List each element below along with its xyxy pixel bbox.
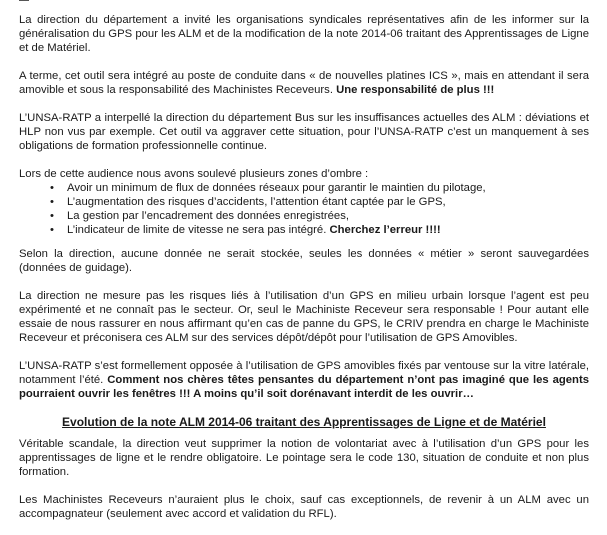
paragraph-no-choice: Les Machinistes Receveurs n’auraient plus le choix, sauf cas exceptionnels, de revenir à un ALM avec un accompagnateur (seulement avec accord et validation du RFL). bbox=[19, 494, 589, 520]
section-heading: Evolution de la note ALM 2014-06 traitant des Apprentissages de Ligne et de Matériel bbox=[62, 415, 546, 429]
paragraph-opposition-emphasis: Comment nos chères têtes pensantes du département n’ont pas imaginé que les agents pourraient ouvrir les fenêtres !!! A moins qu’il soit dorénavant interdit de les ouvrir… bbox=[19, 374, 590, 400]
paragraph-opposition-text: L’UNSA-RATP s’est formellement opposée à l’utilisation de GPS amovibles fixés par ventouse sur la vitre latérale, notamment l’été. bbox=[19, 360, 589, 386]
paragraph-intro: La direction du département a invité les organisations syndicales représentatives afin de les informer sur la généralisation du GPS pour les ALM et de la modification de la note 2014-06 traitant des Apprentissages de Ligne et de Matériel. bbox=[19, 14, 589, 54]
list-item-text: L’indicateur de limite de vitesse ne sera pas intégré. bbox=[67, 224, 327, 236]
paragraph-gps-integration bbox=[19, 69, 589, 97]
concerns-list bbox=[19, 181, 589, 237]
list-item-emphasis: Cherchez l’erreur !!!! bbox=[326, 224, 441, 236]
list-item: • L’augmentation des risques d’accidents, l’attention étant captée par le GPS, bbox=[67, 195, 589, 209]
paragraph-gps-integration-emphasis: Une responsabilité de plus !!! bbox=[332, 84, 495, 96]
list-item bbox=[67, 223, 589, 237]
list-item: • Avoir un minimum de flux de données réseaux pour garantir le maintien du pilotage, bbox=[67, 181, 589, 195]
paragraph-scandal: Véritable scandale, la direction veut supprimer la notion de volontariat avec à l’utilisation d’un GPS pour les apprentissages de ligne et le rendre obligatoire. Le pointage sera le code 130, situation de conduite et non plus formation. bbox=[19, 438, 589, 478]
list-item: • La gestion par l’encadrement des données enregistrées, bbox=[67, 209, 589, 223]
top-dash-mark bbox=[19, 0, 29, 1]
paragraph-opposition bbox=[19, 359, 589, 401]
paragraph-gps-integration-text: A terme, cet outil sera intégré au poste de conduite dans « de nouvelles platines ICS », mais en attendant il sera amovible et sous la responsabilité des Machinistes Receveurs. bbox=[19, 70, 589, 96]
document-body bbox=[19, 13, 589, 535]
paragraph-concerns-intro: Lors de cette audience nous avons soulevé plusieurs zones d’ombre : bbox=[19, 168, 369, 180]
paragraph-data-storage: Selon la direction, aucune donnée ne serait stockée, seules les données « métier » seront sauvegardées (données de guidage). bbox=[19, 248, 589, 274]
paragraph-risks: La direction ne mesure pas les risques liés à l’utilisation d’un GPS en milieu urbain lorsque l’agent est peu expérimenté et ne connaît pas le secteur. Or, seul le Machiniste Receveur sera responsable ! Pour autant elle essaie de nous rassurer en nous affirmant qu’en cas de panne du GPS, le CRIV prendra en charge le Machiniste Receveur et préconisera ces ALM sur des services dépôt/dépôt pour l’utilisation de GPS Amovibles. bbox=[19, 290, 589, 344]
paragraph-unsa-interpellation: L’UNSA-RATP a interpellé la direction du département Bus sur les insuffisances actuelles des ALM : déviations et HLP non vus par exemple. Cet outil va aggraver cette situation, pour l’UNSA-RATP c’est un manquement à ses obligations de formation professionnelle continue. bbox=[19, 112, 589, 152]
